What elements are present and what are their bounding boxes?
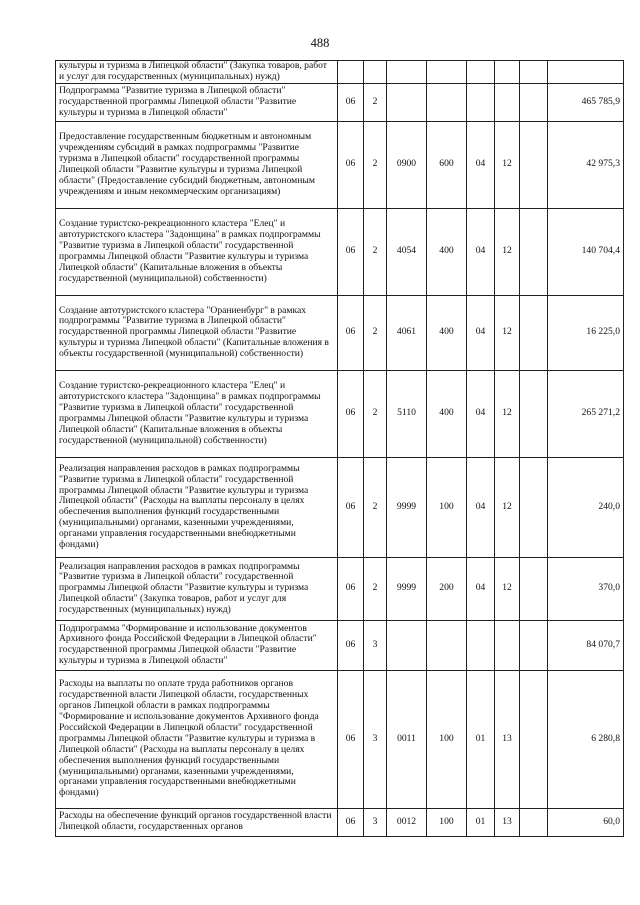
row-name: Создание автотуристского кластера "Ораниенбург" в рамках подпрограммы "Развитие туризма в Липецкой области" государственной программы Липецкой области "Развитие культуры и туризма Липецкой области" (Капитальные вложения в объекты государственной (муниципальной) собственности): [56, 295, 338, 370]
expense-type-code: 400: [427, 208, 467, 295]
subdivision-code: 13: [495, 670, 520, 808]
ved-code: 06: [338, 295, 364, 370]
row-amount: 465 785,9: [548, 83, 624, 121]
division-code: 04: [467, 295, 495, 370]
subdivision-code: 12: [495, 121, 520, 208]
ved-code: 06: [338, 83, 364, 121]
target-article-code: 5110: [387, 370, 427, 457]
row-name: Создание туристско-рекреационного кластера "Елец" и автотуристского кластера "Задонщина" в рамках подпрограммы "Развитие туризма в Липецкой области" государственной программы Липецкой области "Развитие культуры и туризма Липецкой области" (Капитальные вложения в объекты государственной (муниципальной) собственности): [56, 208, 338, 295]
target-article-code: 9999: [387, 557, 427, 620]
section-code: 2: [364, 457, 387, 557]
expense-type-code: [427, 83, 467, 121]
expense-type-code: 100: [427, 808, 467, 836]
row-name: Расходы на обеспечение функций органов государственной власти Липецкой области, государственных органов: [56, 808, 338, 836]
extra-code: [520, 808, 548, 836]
subdivision-code: [495, 61, 520, 84]
target-article-code: [387, 83, 427, 121]
table-body: [56, 61, 624, 837]
extra-code: [520, 620, 548, 670]
extra-code: [520, 370, 548, 457]
ved-code: 06: [338, 670, 364, 808]
section-code: 2: [364, 295, 387, 370]
table-row: [56, 670, 624, 808]
row-amount: 265 271,2: [548, 370, 624, 457]
ved-code: 06: [338, 370, 364, 457]
division-code: [467, 61, 495, 84]
row-name: Предоставление государственным бюджетным и автономным учреждениям субсидий в рамках подпрограммы "Развитие туризма в Липецкой области" государственной программы Липецкой области "Развитие культуры и туризма Липецкой области" (Предоставление субсидий бюджетным, автономным учреждениям и иным некоммерческим организациям): [56, 121, 338, 208]
row-name: Подпрограмма "Развитие туризма в Липецкой области" государственной программы Липецкой области "Развитие культуры и туризма в Липецкой области": [56, 83, 338, 121]
expense-type-code: 100: [427, 670, 467, 808]
table-row: [56, 61, 624, 84]
row-amount: 370,0: [548, 557, 624, 620]
row-amount: 6 280,8: [548, 670, 624, 808]
expense-type-code: 600: [427, 121, 467, 208]
target-article-code: 0900: [387, 121, 427, 208]
target-article-code: [387, 620, 427, 670]
table-row: [56, 457, 624, 557]
ved-code: 06: [338, 620, 364, 670]
table-row: [56, 370, 624, 457]
section-code: 3: [364, 670, 387, 808]
row-amount: 42 975,3: [548, 121, 624, 208]
ved-code: 06: [338, 557, 364, 620]
section-code: 3: [364, 620, 387, 670]
division-code: 04: [467, 121, 495, 208]
section-code: [364, 61, 387, 84]
subdivision-code: [495, 620, 520, 670]
expense-type-code: [427, 620, 467, 670]
extra-code: [520, 557, 548, 620]
division-code: [467, 620, 495, 670]
budget-table: [55, 60, 624, 837]
table-row: [56, 808, 624, 836]
page-number: 488: [310, 36, 330, 50]
table-row: [56, 295, 624, 370]
row-amount: 60,0: [548, 808, 624, 836]
target-article-code: 4054: [387, 208, 427, 295]
division-code: 01: [467, 808, 495, 836]
expense-type-code: 100: [427, 457, 467, 557]
row-amount: 140 704,4: [548, 208, 624, 295]
extra-code: [520, 61, 548, 84]
ved-code: 06: [338, 457, 364, 557]
extra-code: [520, 457, 548, 557]
extra-code: [520, 670, 548, 808]
row-amount: 84 070,7: [548, 620, 624, 670]
ved-code: 06: [338, 121, 364, 208]
section-code: 3: [364, 808, 387, 836]
division-code: 01: [467, 670, 495, 808]
subdivision-code: 13: [495, 808, 520, 836]
expense-type-code: 400: [427, 370, 467, 457]
ved-code: [338, 61, 364, 84]
row-amount: [548, 61, 624, 84]
division-code: [467, 83, 495, 121]
section-code: 2: [364, 83, 387, 121]
division-code: 04: [467, 208, 495, 295]
row-amount: 16 225,0: [548, 295, 624, 370]
section-code: 2: [364, 370, 387, 457]
target-article-code: 4061: [387, 295, 427, 370]
subdivision-code: 12: [495, 557, 520, 620]
section-code: 2: [364, 121, 387, 208]
division-code: 04: [467, 457, 495, 557]
row-name: Реализация направления расходов в рамках подпрограммы "Развитие туризма в Липецкой области" государственной программы Липецкой области "Развитие культуры и туризма Липецкой области" (Закупка товаров, работ и услуг для государственных (муниципальных) нужд): [56, 557, 338, 620]
extra-code: [520, 295, 548, 370]
subdivision-code: 12: [495, 370, 520, 457]
subdivision-code: 12: [495, 208, 520, 295]
target-article-code: 9999: [387, 457, 427, 557]
section-code: 2: [364, 208, 387, 295]
target-article-code: [387, 61, 427, 84]
extra-code: [520, 208, 548, 295]
subdivision-code: [495, 83, 520, 121]
ved-code: 06: [338, 808, 364, 836]
subdivision-code: 12: [495, 295, 520, 370]
table-row: [56, 620, 624, 670]
table-row: [56, 121, 624, 208]
extra-code: [520, 121, 548, 208]
expense-type-code: [427, 61, 467, 84]
section-code: 2: [364, 557, 387, 620]
division-code: 04: [467, 370, 495, 457]
division-code: 04: [467, 557, 495, 620]
table-row: [56, 557, 624, 620]
target-article-code: 0012: [387, 808, 427, 836]
table-row: [56, 208, 624, 295]
row-amount: 240,0: [548, 457, 624, 557]
row-name: Подпрограмма "Формирование и использование документов Архивного фонда Российской Федерации в Липецкой области" государственной программы Липецкой области "Развитие культуры и туризма в Липецкой области": [56, 620, 338, 670]
row-name: Расходы на выплаты по оплате труда работников органов государственной власти Липецкой области, государственных органов Липецкой области в рамках подпрограммы "Формирование и использование документов Архивного фонда Российской Федерации в Липецкой области" государственной программы Липецкой области "Развитие культуры и туризма в Липецкой области" (Расходы на выплаты персоналу в целях обеспечения выполнения функций государственными (муниципальными) органами, казенными учреждениями, органами управления государственными внебюджетными фондами): [56, 670, 338, 808]
row-name: Создание туристско-рекреационного кластера "Елец" и автотуристского кластера "Задонщина" в рамках подпрограммы "Развитие туризма в Липецкой области" государственной программы Липецкой области "Развитие культуры и туризма Липецкой области" (Капитальные вложения в объекты государственной (муниципальной) собственности): [56, 370, 338, 457]
extra-code: [520, 83, 548, 121]
target-article-code: 0011: [387, 670, 427, 808]
table-row: [56, 83, 624, 121]
row-name: культуры и туризма в Липецкой области" (Закупка товаров, работ и услуг для государственных (муниципальных) нужд): [56, 61, 338, 84]
ved-code: 06: [338, 208, 364, 295]
expense-type-code: 200: [427, 557, 467, 620]
row-name: Реализация направления расходов в рамках подпрограммы "Развитие туризма в Липецкой области" государственной программы Липецкой области "Развитие культуры и туризма Липецкой области" (Расходы на выплаты персоналу в целях обеспечения выполнения функций государственными (муниципальными) органами, казенными учреждениями, органами управления государственными внебюджетными фондами): [56, 457, 338, 557]
subdivision-code: 12: [495, 457, 520, 557]
expense-type-code: 400: [427, 295, 467, 370]
